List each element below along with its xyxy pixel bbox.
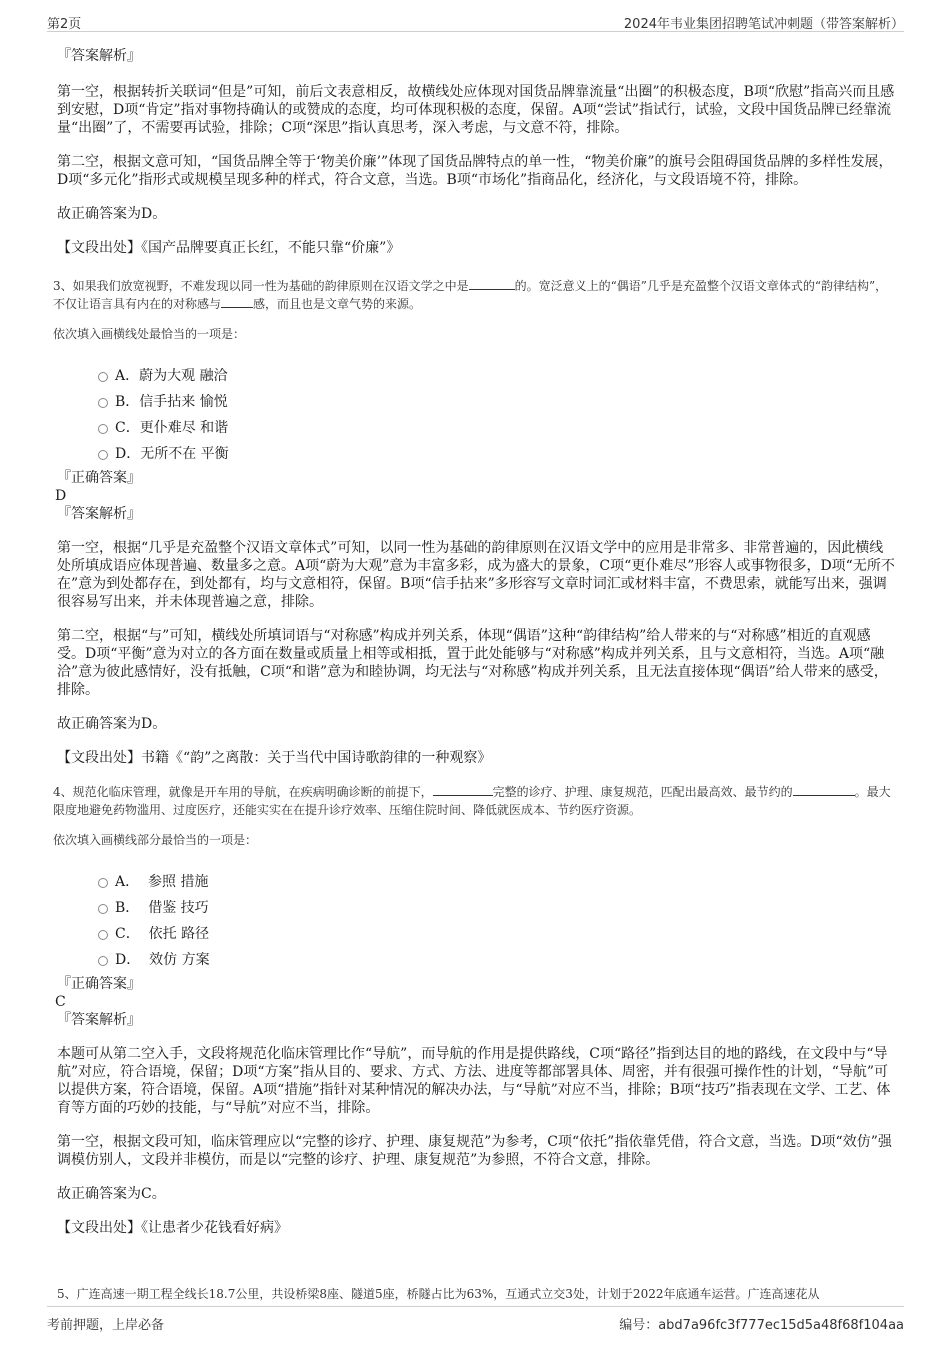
q4-stem: 4、规范化临床管理，就像是开车用的导航，在疾病明确诊断的前提下， 完整的诊疗、护理、康复规范，匹配出最高效、最节约的 。最大限度地避免药物滥用、过度医疗，还能实实在在提升诊疗效率、压缩住院时间、降低就医成本、节约医疗资源。 bbox=[53, 785, 891, 817]
q3-option-d[interactable]: D．无所不在 平衡 bbox=[57, 441, 895, 467]
q2-analysis-p1: 第一空，根据转折关联词“但是”可知，前后文表意相反，故横线处应体现对国货品牌靠流量“出圈”的积极态度，B项“欣慰”指高兴而且感到安慰，D项“肯定”指对事物持确认的或赞成的态度，均可体现积极的态度，保留。A项“尝试”指试行，试验，文段中国货品牌已经靠流量“出圈”了，不需要再试验，排除；C项“深思”指认真思考，深入考虑，与文意不符，排除。 bbox=[57, 84, 895, 136]
header-divider bbox=[47, 31, 904, 32]
analysis-label: 『答案解析』 bbox=[57, 1012, 141, 1028]
q2-final-answer: 故正确答案为D。 bbox=[57, 206, 167, 222]
q4-final-answer: 故正确答案为C。 bbox=[57, 1186, 166, 1202]
radio-button[interactable] bbox=[98, 904, 108, 914]
q3-options bbox=[57, 363, 895, 467]
q4-option-b[interactable]: B． 借鉴 技巧 bbox=[57, 895, 895, 921]
radio-button[interactable] bbox=[98, 372, 108, 382]
blank-2 bbox=[793, 783, 855, 796]
q4-source: 【文段出处】《让患者少花钱看好病》 bbox=[57, 1220, 288, 1236]
radio-button[interactable] bbox=[98, 398, 108, 408]
radio-button[interactable] bbox=[98, 956, 108, 966]
footer-divider bbox=[47, 1306, 904, 1307]
q3-source: 【文段出处】书籍《“韵”之离散：关于当代中国诗歌韵律的一种观察》 bbox=[57, 750, 492, 766]
blank-1 bbox=[469, 277, 515, 290]
correct-answer-label: 『正确答案』 bbox=[57, 470, 141, 486]
page-number: 第2页 bbox=[47, 17, 82, 32]
q4-option-a[interactable]: A． 参照 措施 bbox=[57, 869, 895, 895]
q3-analysis-p2: 第二空，根据“与”可知，横线处所填词语与“对称感”构成并列关系，体现“偶语”这种“韵律结构”给人带来的与“对称感”相近的直观感受。D项“平衡”意为对立的各方面在数量或质量上相等或相抵，置于此处能够与“对称感”构成并列关系，且与文意相符，当选。A项“融洽”意为彼此感情好，没有抵触，C项“和谐”意为和睦协调，均无法与“对称感”构成并列关系，且无法直接体现“偶语”给人带来的感受，排除。 bbox=[57, 628, 888, 698]
q4-option-c[interactable]: C． 依托 路径 bbox=[57, 921, 895, 947]
q4-instruction: 依次填入画横线部分最恰当的一项是： bbox=[53, 833, 258, 847]
analysis-label: 『答案解析』 bbox=[57, 506, 141, 522]
page-footer bbox=[0, 1306, 950, 1345]
q3-analysis-p1: 第一空，根据“几乎是充盈整个汉语文章体式”可知，以同一性为基础的韵律原则在汉语文学中的应用是非常多、非常普遍的，因此横线处所填成语应体现普遍、数量多之意。A项“蔚为大观”意为丰富多彩，成为盛大的景象，C项“更仆难尽”形容人或事物很多，D项“无所不在”意为到处都存在，到处都有，均与文意相符，保留。B项“信手拈来”多形容写文章时词汇或材料丰富，不费思索，就能写出来，强调很容易写出来，并未体现普遍之意，排除。 bbox=[57, 540, 895, 610]
analysis-label: 『答案解析』 bbox=[57, 48, 141, 64]
q3-answer: D bbox=[55, 488, 67, 504]
blank-1 bbox=[433, 783, 493, 796]
q4-option-d[interactable]: D． 效仿 方案 bbox=[57, 947, 895, 973]
document-code: 编号：abd7a96fc3f777ec15d5a48f68f104aa bbox=[619, 1318, 904, 1333]
q2-analysis-p2: 第二空，根据文意可知，“国货品牌全等于‘物美价廉’”体现了国货品牌特点的单一性，“物美价廉”的旗号会阻碍国货品牌的多样性发展，D项“多元化”指形式或规模呈现多种的样式，符合文意，当选。B项“市场化”指商品化，经济化，与文段语境不符，排除。 bbox=[57, 154, 893, 188]
q3-option-a[interactable]: A．蔚为大观 融洽 bbox=[57, 363, 895, 389]
radio-button[interactable] bbox=[98, 450, 108, 460]
q3-instruction: 依次填入画横线处最恰当的一项是： bbox=[53, 327, 246, 341]
q4-analysis-p2: 第一空，根据文段可知，临床管理应以“完整的诊疗、护理、康复规范”为参考，C项“依托”指依靠凭借，符合文意，当选。D项“效仿”强调模仿别人，文段并非模仿，而是以“完整的诊疗、护理、康复规范”为参照，不符合文意，排除。 bbox=[57, 1134, 892, 1168]
q5-stem-cut: 5、广连高速一期工程全线长18.7公里，共设桥梁8座、隧道5座，桥隧占比为63%，互通式立交3处，计划于2022年底通车运营。广连高速花从 bbox=[57, 1287, 820, 1301]
q4-options bbox=[57, 869, 895, 973]
document-title: 2024年韦业集团招聘笔试冲刺题（带答案解析） bbox=[623, 17, 904, 32]
q2-source: 【文段出处】《国产品牌要真正长红，不能只靠“价廉”》 bbox=[57, 240, 401, 256]
radio-button[interactable] bbox=[98, 930, 108, 940]
radio-button[interactable] bbox=[98, 878, 108, 888]
page-header bbox=[0, 0, 950, 34]
blank-2 bbox=[221, 295, 253, 308]
footer-slogan: 考前押题，上岸必备 bbox=[47, 1318, 165, 1333]
page-content bbox=[53, 42, 895, 1297]
q4-answer: C bbox=[55, 994, 66, 1010]
q3-option-b[interactable]: B．信手拈来 愉悦 bbox=[57, 389, 895, 415]
radio-button[interactable] bbox=[98, 424, 108, 434]
q3-option-c[interactable]: C．更仆难尽 和谐 bbox=[57, 415, 895, 441]
correct-answer-label: 『正确答案』 bbox=[57, 976, 141, 992]
q3-final-answer: 故正确答案为D。 bbox=[57, 716, 167, 732]
q3-stem: 3、如果我们放宽视野，不难发现以同一性为基础的韵律原则在汉语文学之中是 的。宽泛意义上的“偶语”几乎是充盈整个汉语文章体式的“韵律结构”，不仅让语言具有内在的对称感与 感，而且也是文章气势的来源。 bbox=[53, 279, 888, 311]
q4-analysis-p1: 本题可从第二空入手，文段将规范化临床管理比作“导航”，而导航的作用是提供路线，C项“路径”指到达目的地的路线，在文段中与“导航”对应，符合语境，保留；D项“方案”指从目的、要求、方式、方法、进度等都部署具体、周密，并有很强可操作性的计划，“导航”可以提供方案，符合语境，保留。A项“措施”指针对某种情况的解决办法，与“导航”对应不当，排除；B项“技巧”指表现在文学、工艺、体育等方面的巧妙的技能，与“导航”对应不当，排除。 bbox=[57, 1046, 891, 1116]
